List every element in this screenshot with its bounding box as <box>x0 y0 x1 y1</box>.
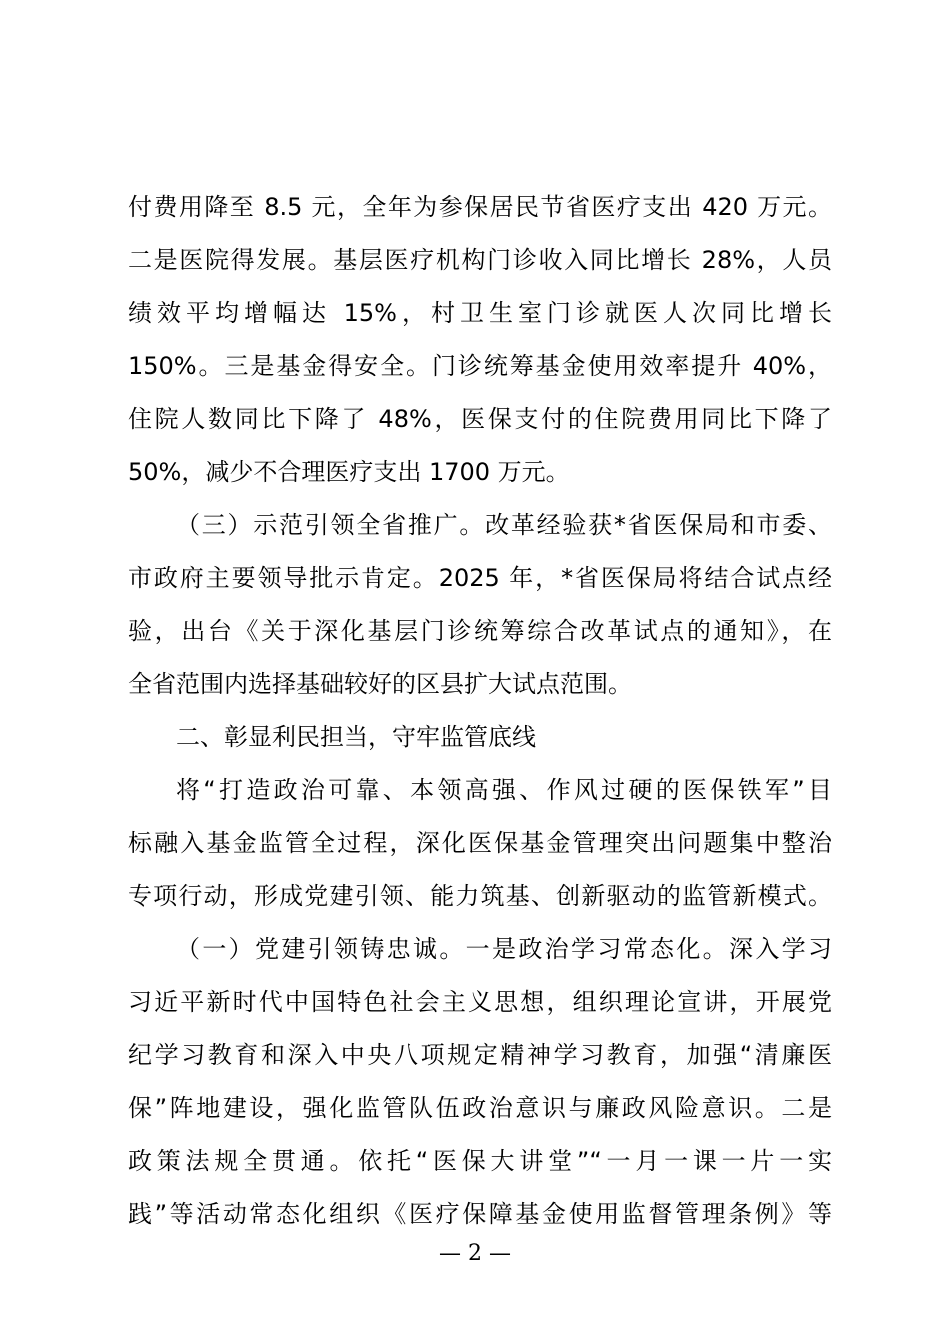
text-line: 市政府主要领导批示肯定。2025 年，*省医保局将结合试点经 <box>128 564 832 592</box>
text-line: 习近平新时代中国特色社会主义思想，组织理论宣讲，开展党 <box>128 988 832 1016</box>
text-line: 专项行动，形成党建引领、能力筑基、创新驱动的监管新模式。 <box>128 882 832 910</box>
text-line: 验，出台《关于深化基层门诊统筹综合改革试点的通知》，在 <box>128 617 832 645</box>
text-line: 绩效平均增幅达 15%，村卫生室门诊就医人次同比增长 <box>128 299 832 327</box>
text-line: 50%，减少不合理医疗支出 1700 万元。 <box>128 458 570 486</box>
paragraph-heading: （一）党建引领铸忠诚。一是政治学习常态化。深入学习 <box>176 935 832 963</box>
text-line: 住院人数同比下降了 48%，医保支付的住院费用同比下降了 <box>128 405 832 433</box>
text-line: 付费用降至 8.5 元，全年为参保居民节省医疗支出 420 万元。 <box>128 193 832 221</box>
paragraph-heading: （三）示范引领全省推广。改革经验获*省医保局和市委、 <box>176 511 832 539</box>
text-line: 150%。三是基金得安全。门诊统筹基金使用效率提升 40%， <box>128 352 832 380</box>
text-line: 二是医院得发展。基层医疗机构门诊收入同比增长 28%，人员 <box>128 246 832 274</box>
text-line: 践”等活动常态化组织《医疗保障基金使用监督管理条例》等 <box>128 1200 832 1228</box>
text-line: 将“打造政治可靠、本领高强、作风过硬的医保铁军”目 <box>176 776 832 804</box>
page-number: — 2 — <box>439 1241 511 1266</box>
text-line: 纪学习教育和深入中央八项规定精神学习教育，加强“清廉医 <box>128 1041 832 1069</box>
text-line: 保”阵地建设，强化监管队伍政治意识与廉政风险意识。二是 <box>128 1094 832 1122</box>
text-line: 政策法规全贯通。依托“医保大讲堂”“一月一课一片一实 <box>128 1147 832 1175</box>
text-line: 标融入基金监管全过程，深化医保基金管理突出问题集中整治 <box>128 829 832 857</box>
section-heading: 二、彰显利民担当，守牢监管底线 <box>176 723 536 751</box>
text-line: 全省范围内选择基础较好的区县扩大试点范围。 <box>128 670 632 698</box>
